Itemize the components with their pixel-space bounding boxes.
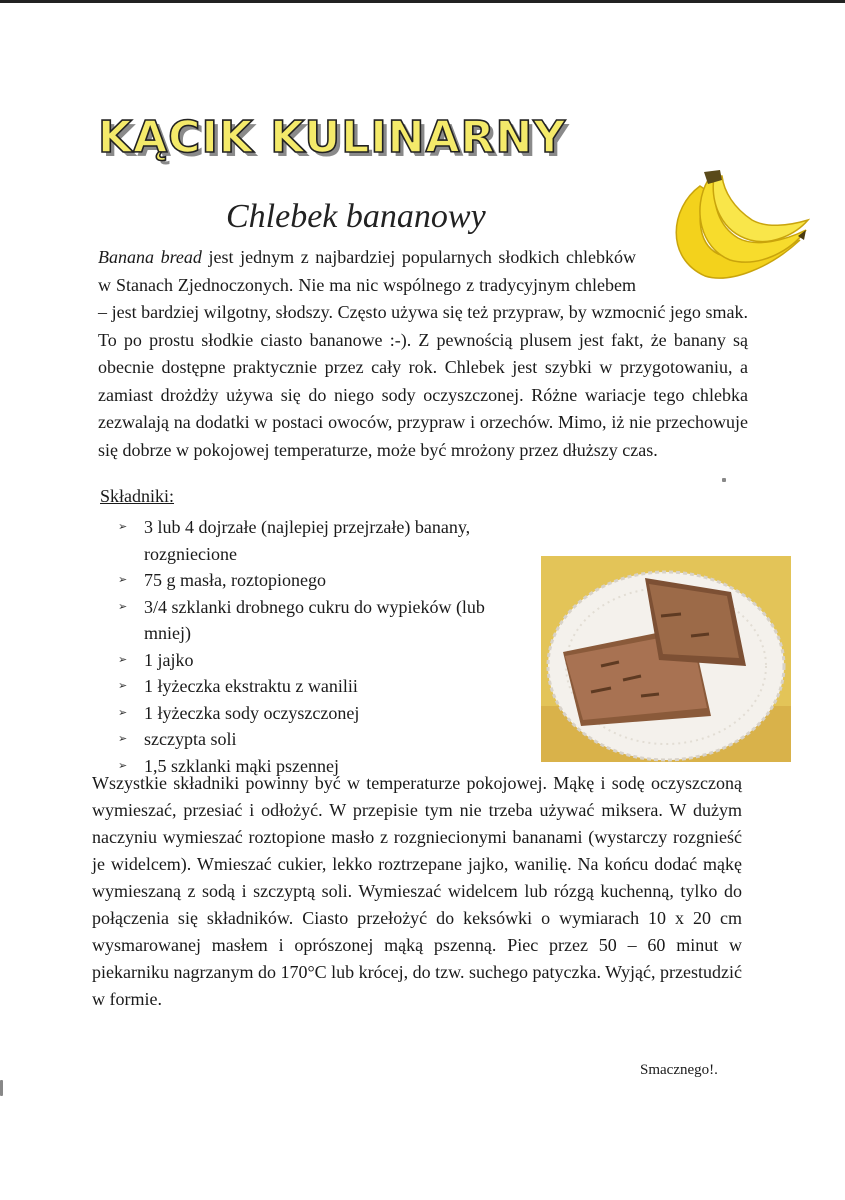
intro-lead-phrase: Banana bread xyxy=(98,247,202,267)
list-item xyxy=(118,673,533,700)
arrow-bullet-icon: ➢ xyxy=(118,599,128,613)
arrow-bullet-icon: ➢ xyxy=(118,679,128,692)
top-border-line xyxy=(0,0,845,3)
ingredient-text: 1 łyżeczka ekstraktu z wanilii xyxy=(144,676,358,696)
list-item xyxy=(118,700,533,727)
ingredient-text: 1 jajko xyxy=(144,649,194,670)
method-paragraph: Wszystkie składniki powinny być w temperaturze pokojowej. Mąkę i sodę oczyszczoną wymieszać, przesiać i odłożyć. W przepisie tym nie trzeba używać miksera. W dużym naczyniu wymieszać roztopione masło z rozgniecionymi bananami (wystarczy rozgnieść je widelcem). Wmieszać cukier, lekko roztrzepane jajko, wanilię. Na końcu dodać mąkę wymieszaną z sodą i szczyptą soli. Wymieszać widelcem lub rózgą kuchenną, tylko do połączenia się składników. Ciasto przełożyć do keksówki o wymiarach 10 x 20 cm wysmarowanej masłem i oprószonej mąką pszenną. Piec przez 50 – 60 minut w piekarniku nagrzanym do 170°C lub krócej, do tzw. suchego patyczka. Wyjąć, przestudzić w formie. xyxy=(92,773,742,1009)
scan-speck xyxy=(0,1080,3,1096)
arrow-bullet-icon: ➢ xyxy=(118,758,128,772)
ingredient-text: 1,5 szklanki mąki pszennej xyxy=(144,755,339,776)
ingredient-text: szczypta soli xyxy=(144,729,237,749)
ingredients-list xyxy=(118,514,533,779)
list-item xyxy=(118,514,533,567)
section-banner: KĄCIK KULINARNY xyxy=(98,112,567,163)
arrow-bullet-icon: ➢ xyxy=(118,732,128,745)
ingredient-text: 1 łyżeczka sody oczyszczonej xyxy=(144,702,360,723)
arrow-bullet-icon: ➢ xyxy=(118,520,128,533)
ingredient-text: 75 g masła, roztopionego xyxy=(144,570,326,590)
scan-speck xyxy=(722,478,726,482)
arrow-bullet-icon: ➢ xyxy=(118,652,128,666)
intro-paragraph xyxy=(98,244,748,464)
ingredients-heading: Składniki: xyxy=(100,486,175,506)
arrow-bullet-icon: ➢ xyxy=(118,705,128,719)
signoff-text: Smacznego!. xyxy=(640,1062,718,1078)
recipe-title: Chlebek bananowy xyxy=(226,198,486,235)
banana-wrap-space xyxy=(636,244,748,296)
list-item xyxy=(118,594,533,647)
ingredient-text: 3 lub 4 dojrzałe (najlepiej przejrzałe) banany, rozgniecione xyxy=(144,517,471,564)
arrow-bullet-icon: ➢ xyxy=(118,573,128,586)
ingredient-text: 3/4 szklanki drobnego cukru do wypieków (lub mniej) xyxy=(144,596,485,643)
intro-text: jest jednym z najbardziej popularnych słodkich chlebków w Stanach Zjednoczonych. Nie ma nic wspólnego z tradycyjnym chlebem – jest bardziej wilgotny, słodszy. Często używa się też przypraw, by wzmocnić jego smak. To po prostu słodkie ciasto bananowe :-). Z pewnością plusem jest fakt, że banany są obecnie dostępne praktycznie przez cały rok. Chlebek jest szybki w przygotowaniu, a zamiast drożdży używa się do niego sody oczyszczonej. Różne wariacje tego chlebka zezwalają na dodatki w postaci owoców, przypraw i orzechów. Mimo, iż nie przechowuje się dobrze w pokojowej temperaturze, może być mrożony przez dłuższy czas. xyxy=(98,247,748,460)
list-item xyxy=(118,726,533,753)
list-item xyxy=(118,567,533,594)
banana-bread-photo xyxy=(541,556,791,762)
list-item xyxy=(118,647,533,674)
